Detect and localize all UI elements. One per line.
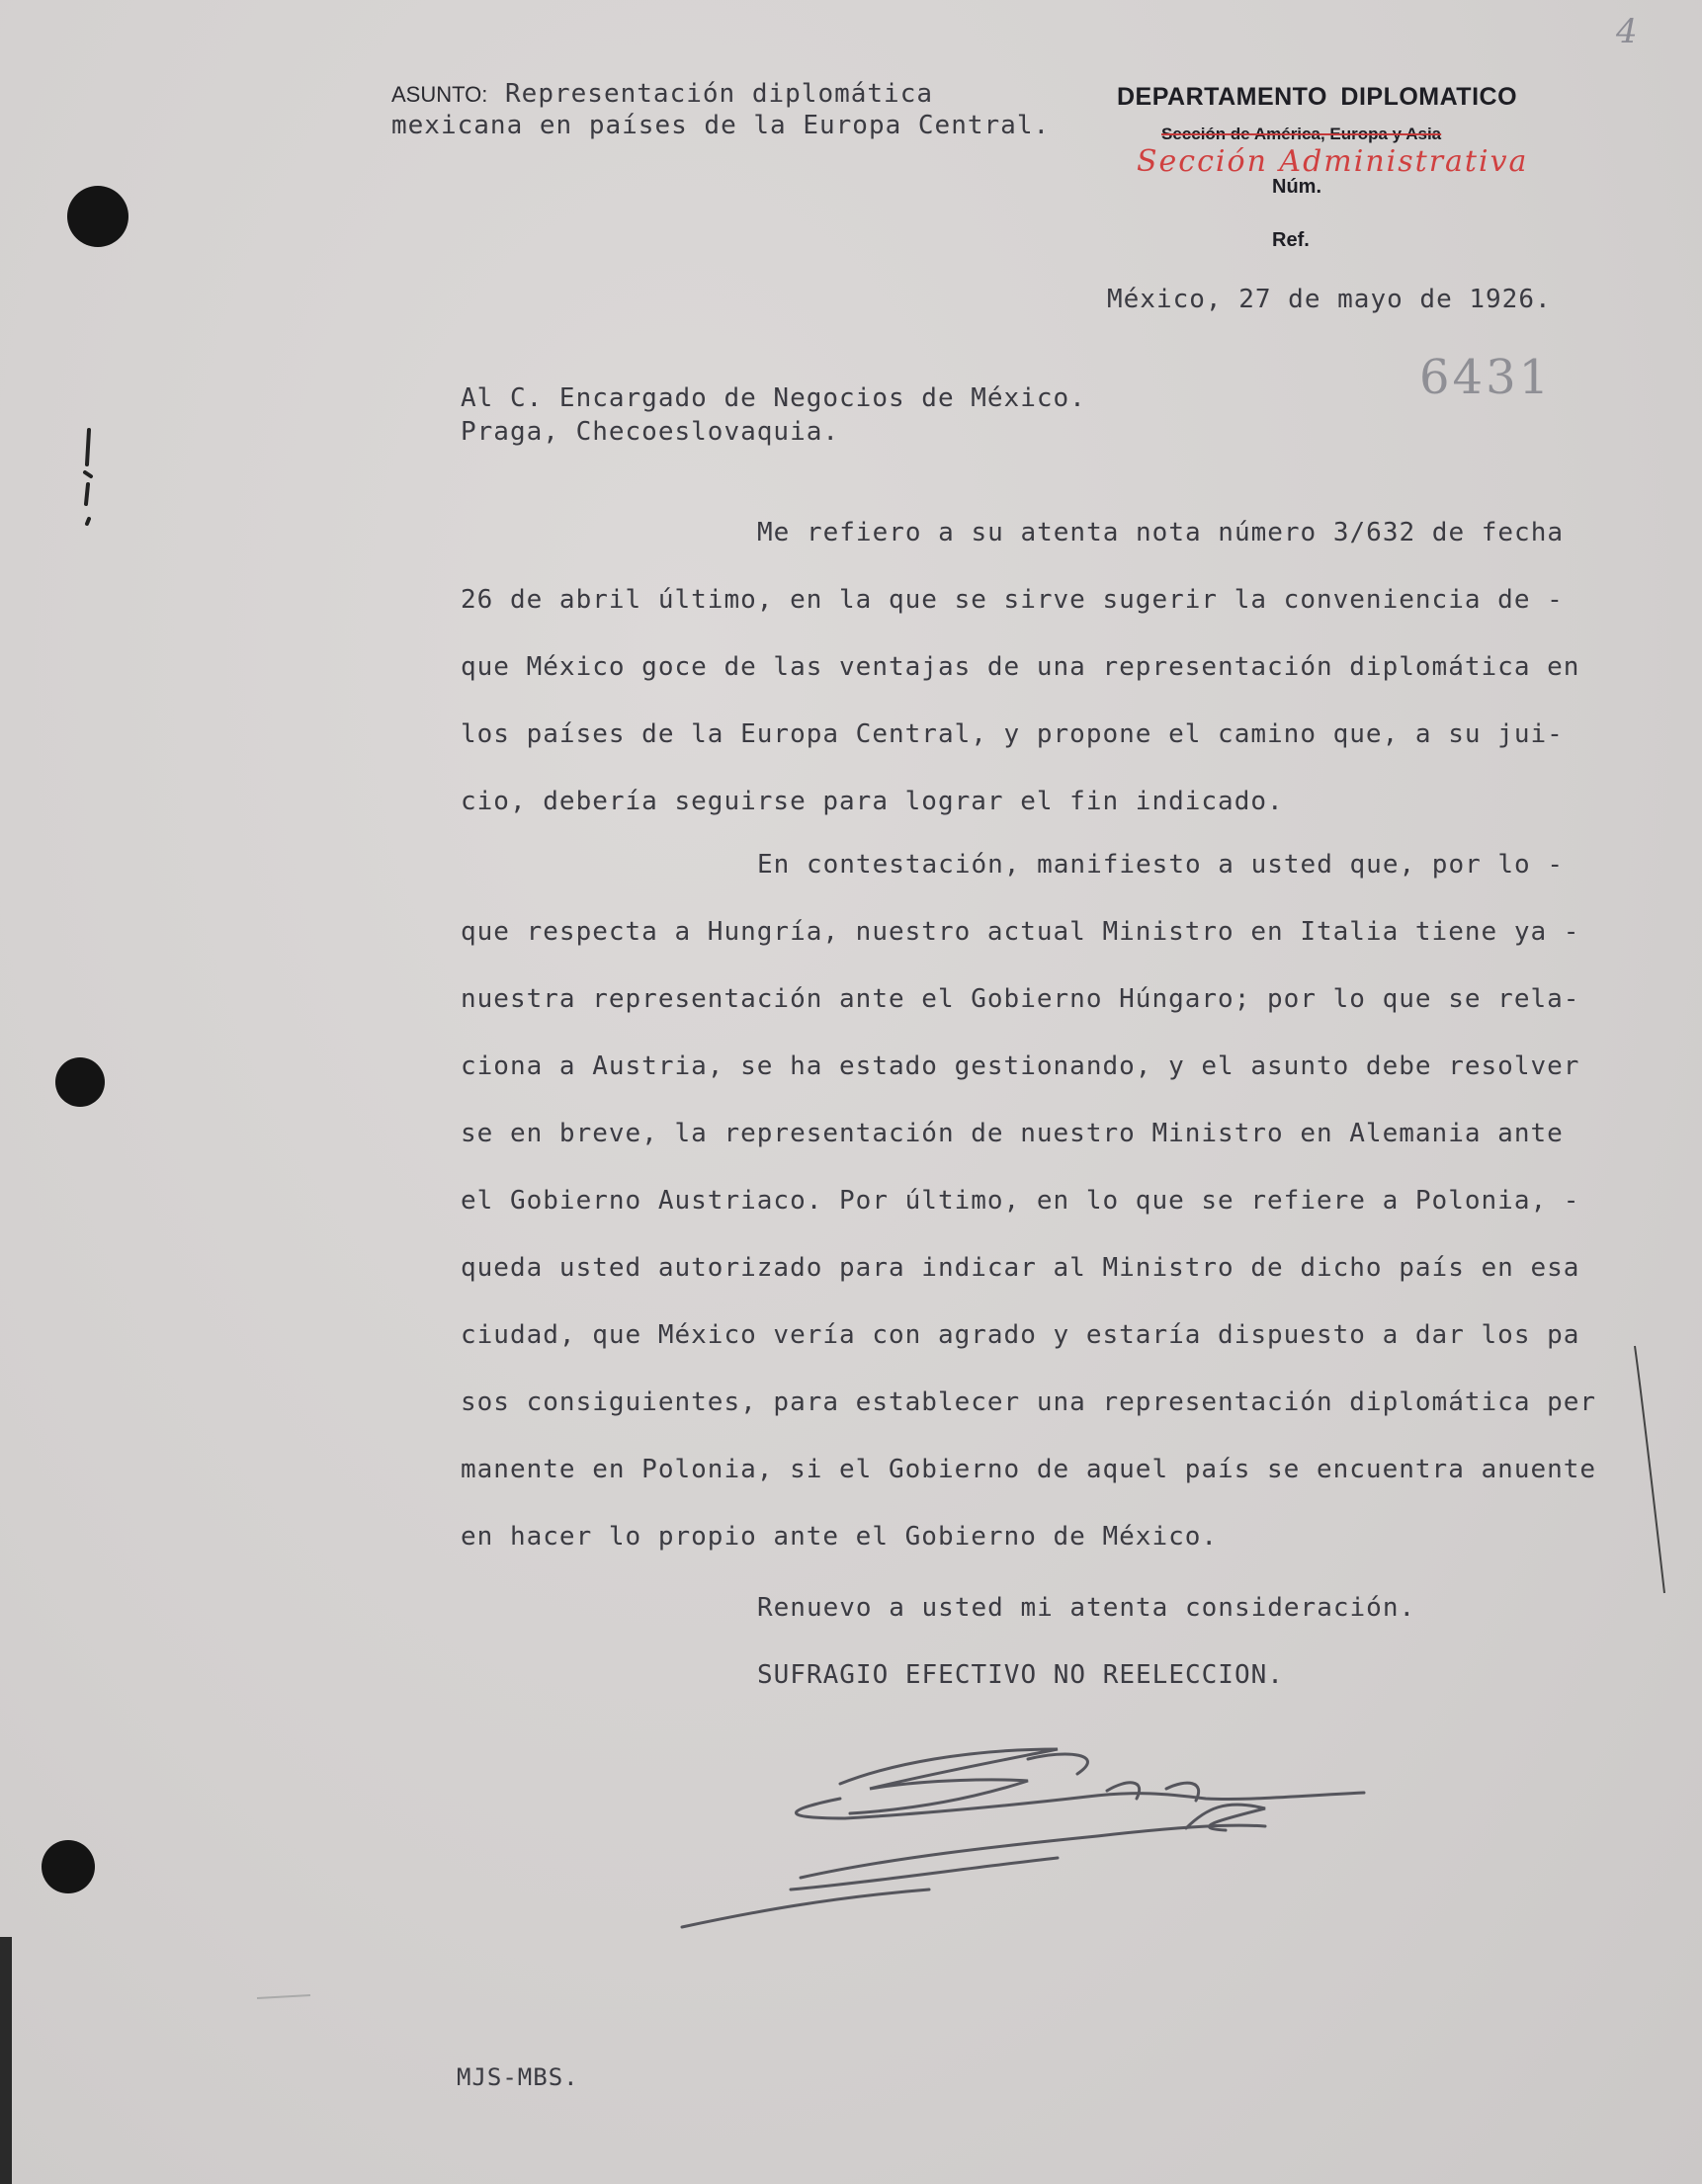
p2-line-3: nuestra representación ante el Gobierno Húngaro; por lo que se rela- — [461, 984, 1580, 1014]
p2-line-2: que respecta a Hungría, nuestro actual Ministro en Italia tiene ya - — [461, 917, 1580, 947]
p2-line-4: ciona a Austria, se ha estado gestionando, y el asunto debe resolver — [461, 1051, 1580, 1081]
handwritten-signature — [672, 1720, 1384, 1947]
stamp-number: 6431 — [1419, 350, 1553, 405]
punch-hole-middle — [55, 1057, 105, 1107]
p2-line-5: se en breve, la representación de nuestro Ministro en Alemania ante — [461, 1119, 1564, 1148]
punch-hole-top — [67, 186, 128, 247]
department-heading: DEPARTAMENTO DIPLOMATICO — [1117, 83, 1518, 111]
p1-line-4: los países de la Europa Central, y propone el camino que, a su jui- — [461, 719, 1564, 749]
p2-line-10: manente en Polonia, si el Gobierno de aquel país se encuentra anuente — [461, 1455, 1597, 1484]
scan-edge-shadow — [0, 1937, 12, 2184]
smudge-mark — [255, 1992, 314, 2002]
punch-hole-bottom — [42, 1840, 95, 1893]
section-handwritten: Sección Administrativa — [1137, 144, 1529, 179]
p2-line-6: el Gobierno Austriaco. Por último, en lo que se refiere a Polonia, - — [461, 1186, 1580, 1216]
p2-line-1: En contestación, manifiesto a usted que, por lo - — [757, 850, 1565, 880]
p1-line-5: cio, debería seguirse para lograr el fin indicado. — [461, 787, 1284, 816]
p2-line-9: sos consiguientes, para establecer una representación diplomática per — [461, 1387, 1597, 1417]
p1-line-3: que México goce de las ventajas de una representación diplomática en — [461, 652, 1580, 682]
closing-motto: SUFRAGIO EFECTIVO NO REELECCION. — [757, 1660, 1284, 1690]
addressee-line-2: Praga, Checoeslovaquia. — [461, 417, 840, 447]
p2-line-11: en hacer lo propio ante el Gobierno de México. — [461, 1522, 1219, 1552]
p1-line-2: 26 de abril último, en la que se sirve sugerir la conveniencia de - — [461, 585, 1564, 615]
subject-line-2: mexicana en países de la Europa Central. — [391, 111, 1051, 140]
p1-line-1: Me refiero a su atenta nota número 3/632 de fecha — [757, 518, 1565, 547]
p2-line-7: queda usted autorizado para indicar al Ministro de dicho país en esa — [461, 1253, 1580, 1283]
closing-renewal: Renuevo a usted mi atenta consideración. — [757, 1593, 1416, 1623]
section-struck: Sección de América, Europa y Asia — [1161, 125, 1442, 143]
p2-line-8: ciudad, que México vería con agrado y estaría dispuesto a dar los pa — [461, 1320, 1580, 1350]
initials: MJS-MBS. — [457, 2063, 579, 2091]
subject-line-1: Representación diplomática — [505, 79, 934, 109]
margin-pencil-line — [1631, 1344, 1670, 1601]
addressee-line-1: Al C. Encargado de Negocios de México. — [461, 383, 1086, 413]
subject-label: ASUNTO: — [391, 82, 488, 107]
page-mark: 4 — [1616, 12, 1638, 51]
num-label: Núm. — [1272, 176, 1321, 198]
margin-mark — [75, 425, 105, 534]
date-line: México, 27 de mayo de 1926. — [1107, 285, 1552, 314]
subject-block — [391, 79, 933, 109]
ref-label: Ref. — [1272, 229, 1310, 251]
